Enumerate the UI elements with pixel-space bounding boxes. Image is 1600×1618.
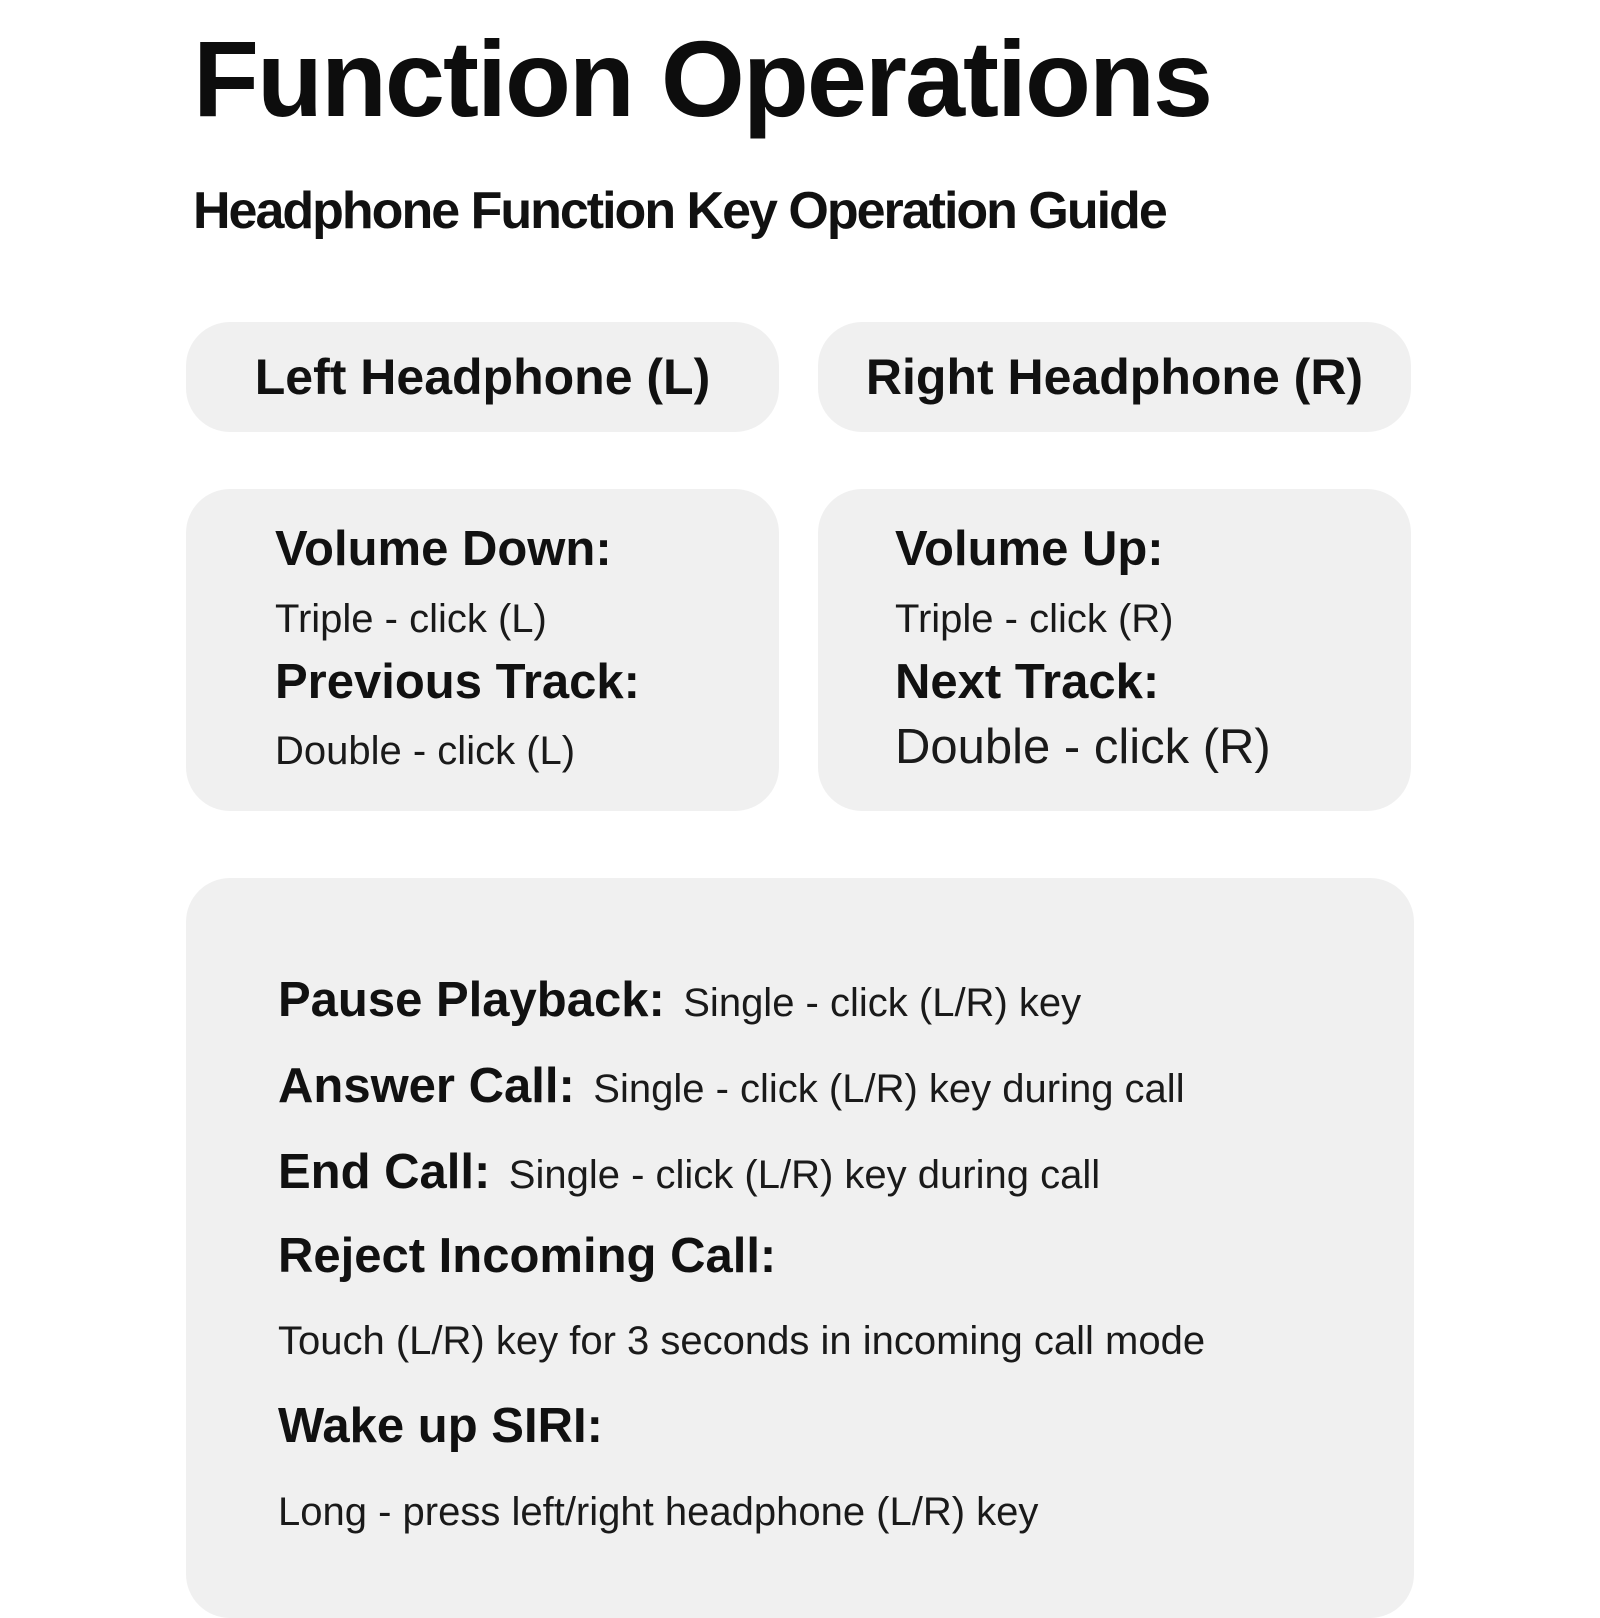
reject-call-row (278, 1228, 790, 1284)
right-headphone-header (818, 322, 1411, 432)
end-call-label: End Call: (278, 1145, 491, 1199)
previous-track-label: Previous Track: (275, 655, 640, 709)
reject-call-desc: Touch (L/R) key for 3 seconds in incoming call mode (278, 1319, 1206, 1363)
left-headphone-header (186, 322, 779, 432)
volume-down-label: Volume Down: (275, 522, 612, 576)
volume-up-label: Volume Up: (895, 522, 1164, 576)
wake-siri-desc-row (278, 1490, 1038, 1535)
reject-call-desc-row (278, 1319, 1205, 1364)
right-headphone-card (818, 489, 1411, 811)
pause-playback-desc: Single - click (L/R) key (683, 981, 1082, 1025)
pause-playback-label: Pause Playback: (278, 973, 665, 1027)
right-headphone-label: Right Headphone (R) (865, 349, 1364, 405)
page-subtitle: Headphone Function Key Operation Guide (193, 182, 1166, 240)
wake-siri-desc: Long - press left/right headphone (L/R) key (278, 1490, 1039, 1534)
end-call-row (278, 1144, 1100, 1200)
next-track-desc: Double - click (R) (895, 720, 1271, 774)
next-track-label: Next Track: (895, 655, 1160, 709)
wake-siri-row (278, 1398, 617, 1454)
wake-siri-label: Wake up SIRI: (278, 1399, 603, 1453)
left-headphone-label: Left Headphone (L) (254, 349, 711, 405)
answer-call-row (278, 1058, 1185, 1114)
pause-playback-row (278, 972, 1081, 1028)
page-title: Function Operations (193, 18, 1212, 139)
left-headphone-card (186, 489, 779, 811)
previous-track-desc: Double - click (L) (275, 729, 576, 773)
answer-call-desc: Single - click (L/R) key during call (593, 1067, 1185, 1111)
end-call-desc: Single - click (L/R) key during call (508, 1153, 1101, 1197)
volume-down-desc: Triple - click (L) (275, 597, 547, 641)
common-operations-card (186, 878, 1414, 1618)
reject-call-label: Reject Incoming Call: (278, 1229, 777, 1283)
answer-call-label: Answer Call: (278, 1059, 575, 1113)
volume-up-desc: Triple - click (R) (895, 597, 1174, 641)
